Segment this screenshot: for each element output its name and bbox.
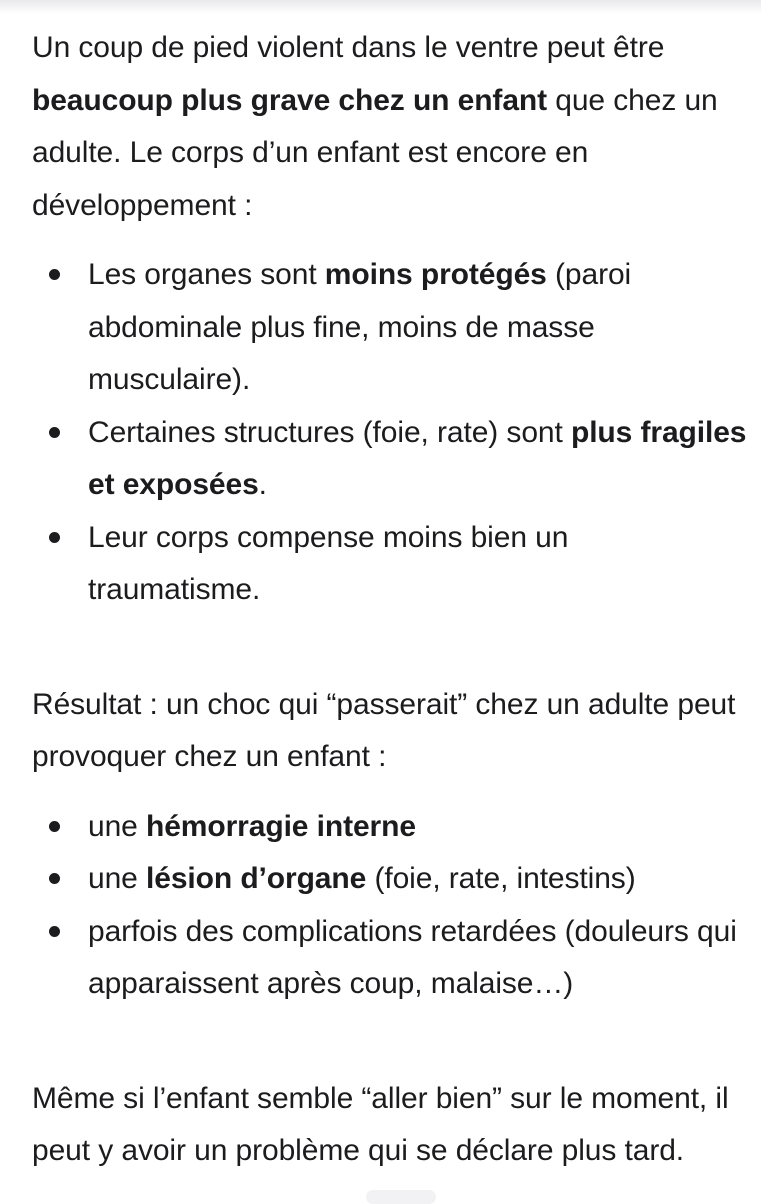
bullet-icon (49, 926, 60, 937)
intro-paragraph (32, 22, 747, 232)
list-item-text: Les organes sont (88, 258, 325, 291)
top-edge-shadow (0, 0, 761, 14)
list-item-text: (foie, rate, intestins) (366, 862, 636, 895)
bullet-icon (49, 532, 60, 543)
conclusion-paragraph: Même si l’enfant semble “aller bien” sur le moment, il peut y avoir un problème qui se déclare plus tard. (32, 1081, 729, 1167)
message-body (32, 22, 747, 1178)
scroll-indicator (366, 1190, 436, 1204)
list-item-bold: hémorragie interne (146, 809, 416, 843)
bullet-icon (49, 269, 60, 280)
bullet-icon (49, 821, 60, 832)
list-item (32, 249, 747, 407)
list-item-text: Leur corps compense moins bien un traumatisme. (88, 520, 569, 606)
list-item (32, 853, 747, 906)
bullet-icon (49, 873, 60, 884)
bullet-icon (49, 427, 60, 438)
reasons-list (32, 249, 747, 617)
result-paragraph: Résultat : un choc qui “passerait” chez un adulte peut provoquer chez un enfant : (32, 687, 736, 773)
list-item (32, 801, 747, 854)
list-item-text: parfois des complications retardées (douleurs qui apparaissent après coup, malaise…) (88, 914, 737, 1000)
list-item (32, 407, 747, 512)
list-item-text: Certaines structures (foie, rate) sont (88, 415, 571, 449)
list-item-bold: moins protégés (324, 258, 547, 291)
list-item-bold: lésion d’organe (146, 862, 367, 895)
list-item-text: . (258, 468, 267, 501)
intro-text-2: que chez un adulte. Le corps d’un enfant est encore en développement : (32, 83, 718, 222)
list-item (32, 906, 747, 1011)
list-item-text: une (88, 809, 146, 843)
list-item-text: (paroi abdominale plus fine, moins de masse musculaire). (88, 258, 632, 396)
list-item (32, 512, 747, 617)
consequences-list (32, 801, 747, 1011)
intro-bold: beaucoup plus grave chez un enfant (32, 83, 548, 117)
intro-text-1: Un coup de pied violent dans le ventre peut être (32, 31, 665, 64)
list-item-bold: plus fragiles et exposées (88, 415, 747, 501)
list-item-text: une (88, 862, 146, 895)
